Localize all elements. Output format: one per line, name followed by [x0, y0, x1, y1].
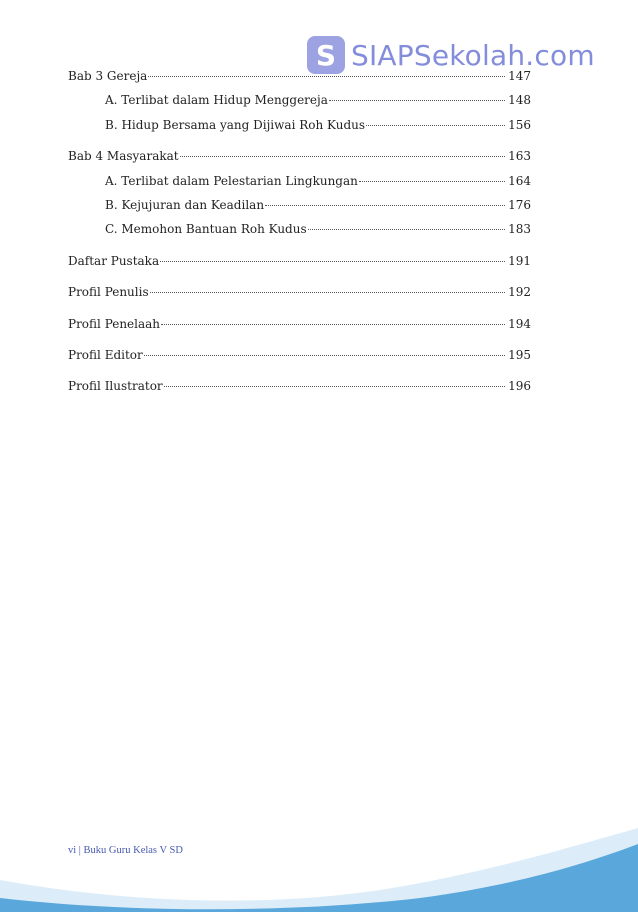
toc-spacer — [68, 137, 531, 144]
toc-page-number: 147 — [508, 69, 531, 83]
toc-page-number: 176 — [508, 197, 531, 212]
footer-separator: | — [78, 845, 81, 856]
toc-entry[interactable] — [68, 280, 531, 304]
toc-subentry[interactable] — [68, 193, 531, 217]
toc-entry-title: Profil Penulis — [68, 285, 149, 300]
toc-dot-leader — [150, 291, 505, 293]
toc-entry-title: Daftar Pustaka — [68, 253, 160, 268]
toc-subentry[interactable] — [68, 169, 531, 193]
toc-entry[interactable] — [68, 144, 531, 168]
toc-entry-title: Bab 3 Gereja — [68, 69, 148, 83]
toc-entry[interactable] — [68, 64, 531, 88]
toc-page-number: 195 — [508, 347, 531, 362]
toc-entry-title: C. Memohon Bantuan Roh Kudus — [105, 222, 307, 237]
toc-spacer — [68, 242, 531, 249]
toc-page-number: 191 — [508, 253, 531, 268]
toc-page-number: 163 — [508, 149, 531, 164]
toc-dot-leader — [265, 204, 505, 206]
toc-entry-title: Profil Ilustrator — [68, 379, 163, 394]
footer-page-number: vi — [68, 845, 77, 856]
toc-entry-title: A. Terlibat dalam Hidup Menggereja — [105, 93, 328, 108]
toc-entry[interactable] — [68, 312, 531, 336]
toc-page-number: 183 — [508, 222, 531, 237]
toc-dot-leader — [366, 124, 505, 126]
toc-entry-title: B. Kejujuran dan Keadilan — [105, 197, 265, 212]
toc-subentry[interactable] — [68, 113, 531, 137]
toc-spacer — [68, 336, 531, 343]
table-of-contents — [68, 64, 531, 399]
toc-entry-title: Profil Penelaah — [68, 316, 161, 331]
toc-dot-leader — [164, 385, 505, 387]
toc-dot-leader — [180, 155, 506, 157]
toc-entry-title: Bab 4 Masyarakat — [68, 149, 179, 164]
watermark-badge: S — [307, 36, 345, 74]
toc-page-number: 196 — [508, 379, 531, 394]
toc-spacer — [68, 273, 531, 280]
toc-subentry[interactable] — [68, 217, 531, 241]
toc-page-number: 164 — [508, 173, 531, 188]
toc-entry[interactable] — [68, 343, 531, 367]
toc-entry[interactable] — [68, 249, 531, 273]
toc-entry-title: A. Terlibat dalam Pelestarian Lingkungan — [105, 173, 358, 188]
toc-entry-title: Profil Editor — [68, 347, 143, 362]
toc-dot-leader — [144, 354, 505, 356]
toc-dot-leader — [329, 99, 505, 101]
watermark-text: SIAPSekolah.com — [351, 38, 595, 72]
toc-dot-leader — [161, 323, 505, 325]
toc-dot-leader — [148, 75, 505, 77]
toc-dot-leader — [160, 260, 505, 262]
toc-subentry[interactable] — [68, 88, 531, 112]
toc-entry-title: B. Hidup Bersama yang Dijiwai Roh Kudus — [105, 117, 366, 132]
footer-wave-decoration — [0, 810, 638, 912]
toc-dot-leader — [359, 180, 505, 182]
toc-entry[interactable] — [68, 374, 531, 398]
toc-spacer — [68, 305, 531, 312]
toc-page-number: 156 — [508, 117, 531, 132]
toc-page-number: 192 — [508, 285, 531, 300]
toc-dot-leader — [308, 228, 505, 230]
footer-book-title: Buku Guru Kelas V SD — [83, 845, 183, 856]
toc-page-number: 148 — [508, 93, 531, 108]
toc-spacer — [68, 367, 531, 374]
toc-page-number: 194 — [508, 316, 531, 331]
